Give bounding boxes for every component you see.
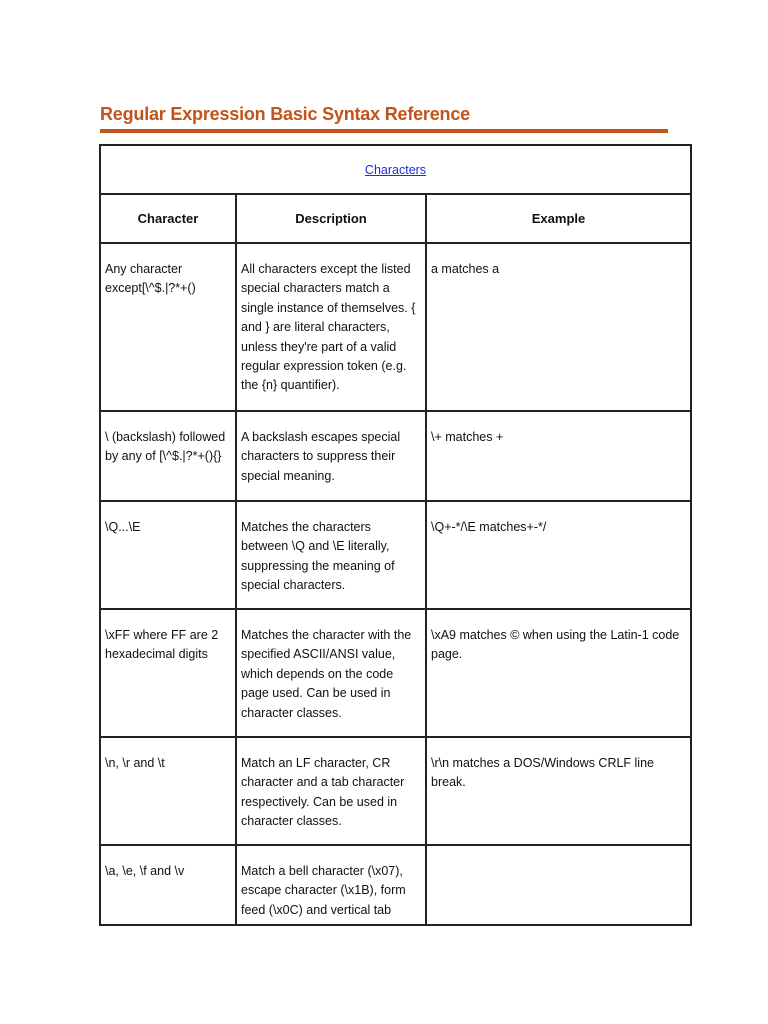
cell-description: Match a bell character (\x07), escape character (\x1B), form feed (\x0C) and vertical tab [237,846,427,924]
table-caption-row [101,146,690,193]
cell-example: \+ matches + [431,430,504,444]
cell-character: \a, \e, \f and \v [101,846,237,924]
cell-character: Any character except[\^$.|?*+() [101,244,237,410]
cell-description: A backslash escapes special characters to suppress their special meaning. [237,412,427,500]
cell-example: \r\n matches a DOS/Windows CRLF line break. [431,756,654,790]
cell-character: \ (backslash) followed by any of [\^$.|?*+(){} [101,412,237,500]
cell-description: All characters except the listed special characters match a single instance of themselves. { and } are literal characters, unless they're part of a valid regular expression token (e.g. the {n} quantifier). [237,244,427,410]
table-row [101,410,690,500]
table-row [101,844,690,924]
cell-description: Matches the characters between \Q and \E literally, suppressing the meaning of special characters. [237,502,427,608]
cell-example [427,846,690,924]
table-row [101,736,690,844]
header-example: Example [531,210,586,226]
cell-character: \n, \r and \t [101,738,237,844]
page-title: Regular Expression Basic Syntax Reference [100,104,470,124]
table-row [101,608,690,736]
characters-link[interactable]: Characters [364,162,427,177]
cell-example: \xA9 matches © when using the Latin-1 code page. [431,628,680,662]
syntax-reference-table [99,144,692,926]
table-row [101,500,690,608]
header-character: Character [101,195,237,242]
title-underline [100,129,668,133]
table-header-row [101,193,690,242]
cell-example: \Q+-*/\E matches+-*/ [431,520,547,534]
cell-description: Match an LF character, CR character and a tab character respectively. Can be used in character classes. [237,738,427,844]
cell-example: a matches a [431,262,500,276]
table-row [101,242,690,410]
cell-character: \xFF where FF are 2 hexadecimal digits [101,610,237,736]
header-description: Description [237,195,427,242]
cell-character: \Q...\E [101,502,237,608]
cell-description: Matches the character with the specified ASCII/ANSI value, which depends on the code page used. Can be used in character classes. [237,610,427,736]
